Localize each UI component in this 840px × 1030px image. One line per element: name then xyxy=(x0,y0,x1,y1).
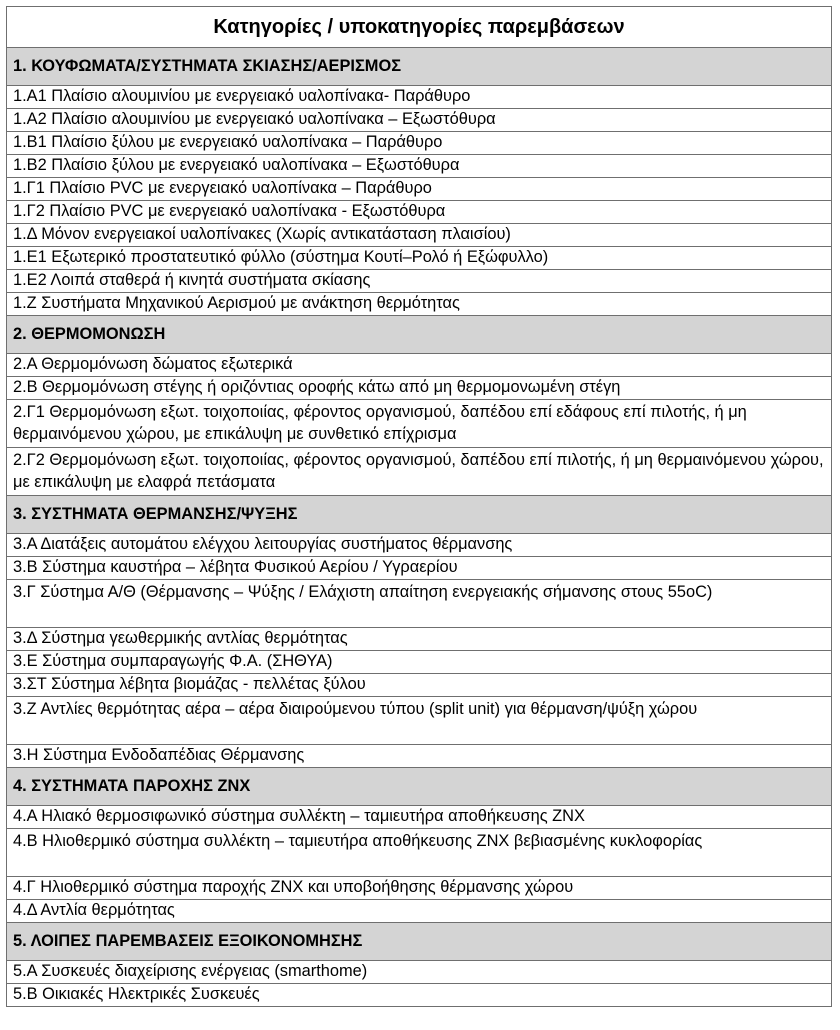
category-header-3: 3. ΣΥΣΤΗΜΑΤΑ ΘΕΡΜΑΝΣΗΣ/ΨΥΞΗΣ xyxy=(7,496,832,534)
list-item: 1.Β2 Πλαίσιο ξύλου με ενεργειακό υαλοπίνακα – Εξωστόθυρα xyxy=(7,155,832,178)
table-row xyxy=(7,628,832,651)
list-item: 3.Α Διατάξεις αυτομάτου ελέγχου λειτουργίας συστήματος θέρμανσης xyxy=(7,534,832,557)
list-item: 1.Δ Μόνον ενεργειακοί υαλοπίνακες (Χωρίς αντικατάσταση πλαισίου) xyxy=(7,224,832,247)
table-row xyxy=(7,400,832,448)
title-row xyxy=(7,7,832,48)
list-item: 2.Γ1 Θερμομόνωση εξωτ. τοιχοποιίας, φέροντος οργανισμού, δαπέδου επί εδάφους επί πιλοτής, ή μη θερμαινόμενου χώρου, με επικάλυψη με συνθετικό επίχρισμα xyxy=(7,400,832,448)
list-item: 1.Ε1 Εξωτερικό προστατευτικό φύλλο (σύστημα Κουτί–Ρολό ή Εξώφυλλο) xyxy=(7,247,832,270)
list-item: 3.ΣΤ Σύστημα λέβητα βιομάζας - πελλέτας ξύλου xyxy=(7,674,832,697)
table-row xyxy=(7,745,832,768)
table-row xyxy=(7,961,832,984)
category-row xyxy=(7,316,832,354)
category-row xyxy=(7,48,832,86)
table-row xyxy=(7,697,832,745)
list-item: 1.Β1 Πλαίσιο ξύλου με ενεργειακό υαλοπίνακα – Παράθυρο xyxy=(7,132,832,155)
category-row xyxy=(7,496,832,534)
category-header-2: 2. ΘΕΡΜΟΜΟΝΩΣΗ xyxy=(7,316,832,354)
list-item: 5.Β Οικιακές Ηλεκτρικές Συσκευές xyxy=(7,984,832,1007)
table-title: Κατηγορίες / υποκατηγορίες παρεμβάσεων xyxy=(7,7,832,48)
table-row xyxy=(7,270,832,293)
table-row xyxy=(7,900,832,923)
list-item: 3.Γ Σύστημα Α/Θ (Θέρμανσης – Ψύξης / Ελάχιστη απαίτηση ενεργειακής σήμανσης στους 55oC) xyxy=(7,580,832,628)
list-item: 3.Β Σύστημα καυστήρα – λέβητα Φυσικού Αερίου / Υγραερίου xyxy=(7,557,832,580)
list-item: 1.Γ1 Πλαίσιο PVC με ενεργειακό υαλοπίνακα – Παράθυρο xyxy=(7,178,832,201)
list-item: 5.Α Συσκευές διαχείρισης ενέργειας (smarthome) xyxy=(7,961,832,984)
list-item: 1.Α1 Πλαίσιο αλουμινίου με ενεργειακό υαλοπίνακα- Παράθυρο xyxy=(7,86,832,109)
table-row xyxy=(7,247,832,270)
list-item: 2.Α Θερμομόνωση δώματος εξωτερικά xyxy=(7,354,832,377)
list-item: 2.Γ2 Θερμομόνωση εξωτ. τοιχοποιίας, φέροντος οργανισμού, δαπέδου επί πιλοτής, ή μη θερμαινόμενου χώρου, με επικάλυψη με ελαφρά πετάσματα xyxy=(7,448,832,496)
category-header-1: 1. ΚΟΥΦΩΜΑΤΑ/ΣΥΣΤΗΜΑΤΑ ΣΚΙΑΣΗΣ/ΑΕΡΙΣΜΟΣ xyxy=(7,48,832,86)
table-row xyxy=(7,557,832,580)
table-row xyxy=(7,109,832,132)
table-row xyxy=(7,674,832,697)
table-row xyxy=(7,534,832,557)
list-item: 4.Γ Ηλιοθερμικό σύστημα παροχής ΖΝΧ και υποβοήθησης θέρμανσης χώρου xyxy=(7,877,832,900)
table-row xyxy=(7,448,832,496)
table-row xyxy=(7,178,832,201)
table-row xyxy=(7,651,832,674)
table-row xyxy=(7,293,832,316)
category-header-5: 5. ΛΟΙΠΕΣ ΠΑΡΕΜΒΑΣΕΙΣ ΕΞΟΙΚΟΝΟΜΗΣΗΣ xyxy=(7,923,832,961)
table-row xyxy=(7,806,832,829)
list-item: 3.Η Σύστημα Ενδοδαπέδιας Θέρμανσης xyxy=(7,745,832,768)
category-row xyxy=(7,768,832,806)
list-item: 3.Δ Σύστημα γεωθερμικής αντλίας θερμότητας xyxy=(7,628,832,651)
table-row xyxy=(7,377,832,400)
table-row xyxy=(7,580,832,628)
list-item: 1.Ζ Συστήματα Μηχανικού Αερισμού με ανάκτηση θερμότητας xyxy=(7,293,832,316)
list-item: 4.Δ Αντλία θερμότητας xyxy=(7,900,832,923)
table-row xyxy=(7,201,832,224)
list-item: 1.Ε2 Λοιπά σταθερά ή κινητά συστήματα σκίασης xyxy=(7,270,832,293)
table-row xyxy=(7,877,832,900)
table-row xyxy=(7,155,832,178)
table-row xyxy=(7,132,832,155)
list-item: 4.Α Ηλιακό θερμοσιφωνικό σύστημα συλλέκτη – ταμιευτήρα αποθήκευσης ΖΝΧ xyxy=(7,806,832,829)
list-item: 3.Ζ Αντλίες θερμότητας αέρα – αέρα διαιρούμενου τύπου (split unit) για θέρμανση/ψύξη χώρου xyxy=(7,697,832,745)
category-row xyxy=(7,923,832,961)
list-item: 4.Β Ηλιοθερμικό σύστημα συλλέκτη – ταμιευτήρα αποθήκευσης ΖΝΧ βεβιασμένης κυκλοφορίας xyxy=(7,829,832,877)
table-row xyxy=(7,86,832,109)
table-row xyxy=(7,224,832,247)
category-header-4: 4. ΣΥΣΤΗΜΑΤΑ ΠΑΡΟΧΗΣ ΖΝΧ xyxy=(7,768,832,806)
list-item: 1.Α2 Πλαίσιο αλουμινίου με ενεργειακό υαλοπίνακα – Εξωστόθυρα xyxy=(7,109,832,132)
list-item: 1.Γ2 Πλαίσιο PVC με ενεργειακό υαλοπίνακα - Εξωστόθυρα xyxy=(7,201,832,224)
table-row xyxy=(7,354,832,377)
list-item: 3.Ε Σύστημα συμπαραγωγής Φ.Α. (ΣΗΘΥΑ) xyxy=(7,651,832,674)
table-row xyxy=(7,984,832,1007)
table-row xyxy=(7,829,832,877)
interventions-table xyxy=(6,6,832,1007)
list-item: 2.Β Θερμομόνωση στέγης ή οριζόντιας οροφής κάτω από μη θερμομονωμένη στέγη xyxy=(7,377,832,400)
